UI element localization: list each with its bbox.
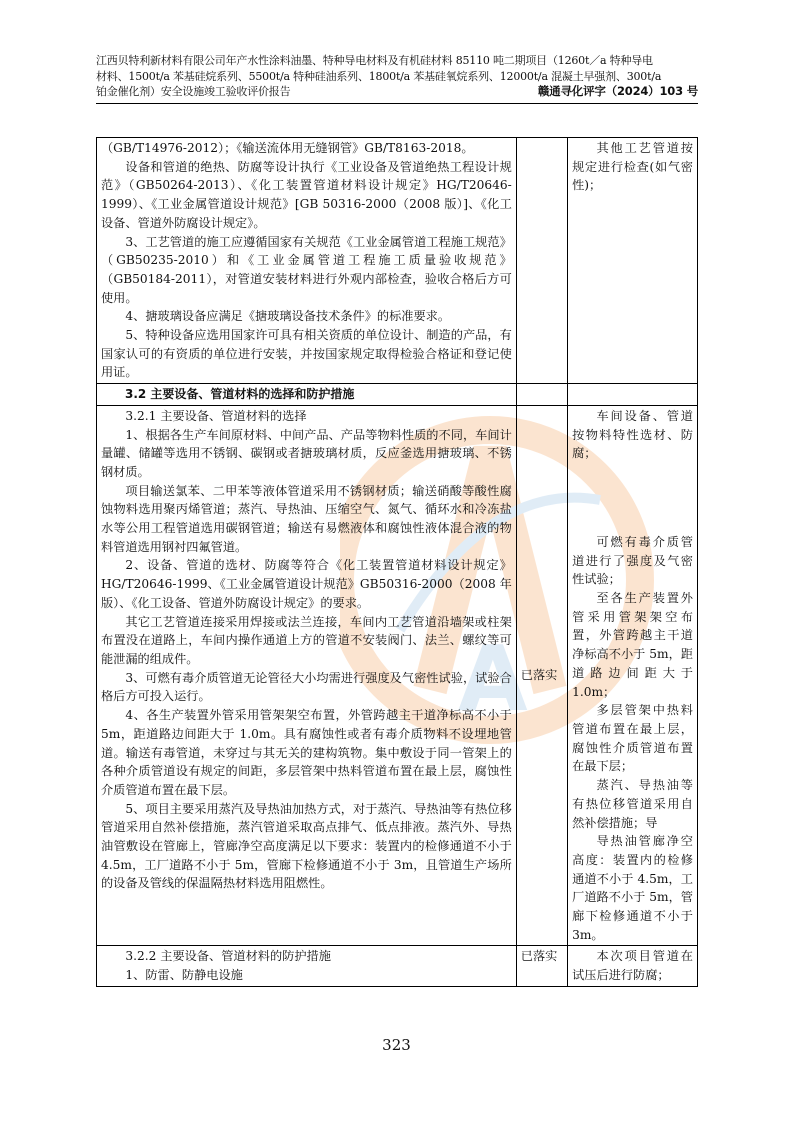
requirement-cell <box>97 405 517 946</box>
paragraph: 设备和管道的绝热、防腐等设计执行《工业设备及管道绝热工程设计规范》（GB50264-2013）、《化工装置管道材料设计规定》HG/T20646-1999）、《工业金属管道设计规范》[GB 50316-2000（2008 版）]、《化工设备、管道外防腐设计规定》。 <box>101 159 512 230</box>
section-title: 3.2 主要设备、管道材料的选择和防护措施 <box>125 387 355 402</box>
status-cell <box>516 384 567 406</box>
section-title-cell <box>97 384 517 406</box>
finding-text: 蒸汽、导热油等有热位移管道采用自然补偿措施；导 <box>572 778 693 830</box>
status-cell: 已落实 <box>516 946 567 986</box>
paragraph: 4、搪玻璃设备应满足《搪玻璃设备技术条件》的标准要求。 <box>125 309 451 324</box>
paragraph: 1、根据各生产车间原材料、中间产品、产品等物料性质的不同，车间计量罐、储罐等选用不锈钢、碳钢或者搪玻璃材质，反应釜选用搪玻璃、不锈钢材质。 <box>101 427 512 479</box>
finding-text: 导热油管廊净空高度：装置内的检修通道不小于 4.5m，工厂道路不小于 5m，管廊下检修通道不小于 3m。 <box>572 834 693 942</box>
table-row <box>97 946 698 986</box>
paragraph: 5、项目主要采用蒸汽及导热油加热方式，对于蒸汽、导热油等有热位移管道采用自然补偿措施，蒸汽管道采取高点排气、低点排液。蒸汽外、导热油管敷设在管廊上，管廊净空高度满足以下要求：装置内的检修通道不小于 4.5m，工厂道路不小于 5m，管廊下检修通道不小于 3m，且管道生产场所的设备及管线的保温隔热材料选用阻燃性。 <box>101 801 512 891</box>
subsection-title: 3.2.1 主要设备、管道材料的选择 <box>125 408 307 423</box>
finding-text: 多层管架中热料管道布置在最上层，腐蚀性介质管道布置在最下层； <box>572 703 693 774</box>
paragraph: 1、防雷、防静电设施 <box>125 968 243 983</box>
page-number: 323 <box>382 1036 411 1054</box>
table-row <box>97 405 698 946</box>
paragraph: 3、可燃有毒介质管道无论管径大小均需进行强度及气密性试验，试验合格后方可投入运行。 <box>101 670 512 704</box>
section-header-row <box>97 384 698 406</box>
header-title-line-3: 铂金催化剂）安全设施竣工验收评价报告 <box>96 85 291 98</box>
spacer <box>572 463 693 533</box>
finding-text: 车间设备、管道按物料特性选材、防腐； <box>572 408 693 461</box>
paragraph: 2、设备、管道的选材、防腐等符合《化工装置管道材料设计规定》HG/T20646-1999、《工业金属管道设计规范》GB50316-2000（2008 年版）、《化工设备、管道外防腐设计规定》的要求。 <box>101 558 512 610</box>
paragraph: （GB/T14976-2012）；《输送流体用无缝钢管》GB/T8163-2018。 <box>101 141 474 155</box>
finding-text: 可燃有毒介质管道进行了强度及气密性试验； <box>572 534 693 587</box>
finding-cell <box>568 138 698 384</box>
paragraph: 3、工艺管道的施工应遵循国家有关规范《工业金属管道工程施工规范》（GB50235-2010）和《工业金属管道工程施工质量验收规范》（GB50184-2011），对管道安装材料进行外观内部检查，验收合格后方可使用。 <box>101 234 512 305</box>
finding-text: 至各生产装置外管采用管架架空布置，外管跨越主干道净标高不小于 5m，距道路边间距大于 1.0m； <box>572 591 693 699</box>
page-header <box>96 53 698 100</box>
status-cell: 已落实 <box>516 405 567 946</box>
paragraph: 项目输送氯苯、二甲苯等液体管道采用不锈钢材质；输送硝酸等酸性腐蚀物料选用聚丙烯管道；蒸汽、导热油、压缩空气、氮气、循环水和冷冻盐水等公用工程管道选用碳钢管道；输送有易燃液体和腐蚀性液体混合液的物料管道选用钢衬四氟管道。 <box>101 483 512 554</box>
table-row <box>97 138 698 384</box>
header-title-line-1: 江西贝特利新材料有限公司年产水性涂料油墨、特种导电材料及有机硅材料 85110 吨二期项目（1260t／a 特种导电 <box>96 54 653 67</box>
paragraph: 5、特种设备应选用国家许可具有相关资质的单位设计、制造的产品，有国家认可的有资质的单位进行安装，并按国家规定取得检验合格证和登记使用证。 <box>101 328 512 380</box>
paragraph: 其它工艺管道连接采用焊接或法兰连接，车间内工艺管道沿墙架或柱架布置没在道路上，车间内操作通道上方的管道不安装阀门、法兰、螺纹等可能泄漏的组成件。 <box>101 614 512 666</box>
status-cell <box>516 138 567 384</box>
svg-text:A: A <box>458 627 528 732</box>
header-divider <box>96 103 698 104</box>
finding-cell <box>568 384 698 406</box>
requirement-cell <box>97 946 517 986</box>
finding-cell <box>568 946 698 986</box>
header-title-line-2: 材料、1500t/a 苯基硅烷系列、5500t/a 特种硅油系列、1800t/a 苯基硅氧烷系列、12000t/a 混凝土早强剂、300t/a <box>96 69 662 83</box>
subsection-title: 3.2.2 主要设备、管道材料的防护措施 <box>125 949 331 964</box>
finding-cell <box>568 405 698 946</box>
paragraph: 4、各生产装置外管采用管架架空布置，外管跨越主干道净标高不小于 5m，距道路边间距大于 1.0m。具有腐蚀性或者有毒介质物料不设埋地管道。输送有毒管道，未穿过与其无关的建构筑物。集中敷设于同一管架上的各种介质管道设有规定的间距，多层管架中热料管道布置在最上层，腐蚀性介质管道布置在最下层。 <box>101 708 512 797</box>
finding-text: 本次项目管道在试压后进行防腐； <box>572 949 693 983</box>
finding-text: 其他工艺管道按规定进行检查(如气密性)； <box>572 141 693 193</box>
requirement-cell <box>97 138 517 384</box>
evaluation-table <box>96 137 698 987</box>
report-reference-number: 赣通寻化评字（2024）103 号 <box>537 84 698 98</box>
